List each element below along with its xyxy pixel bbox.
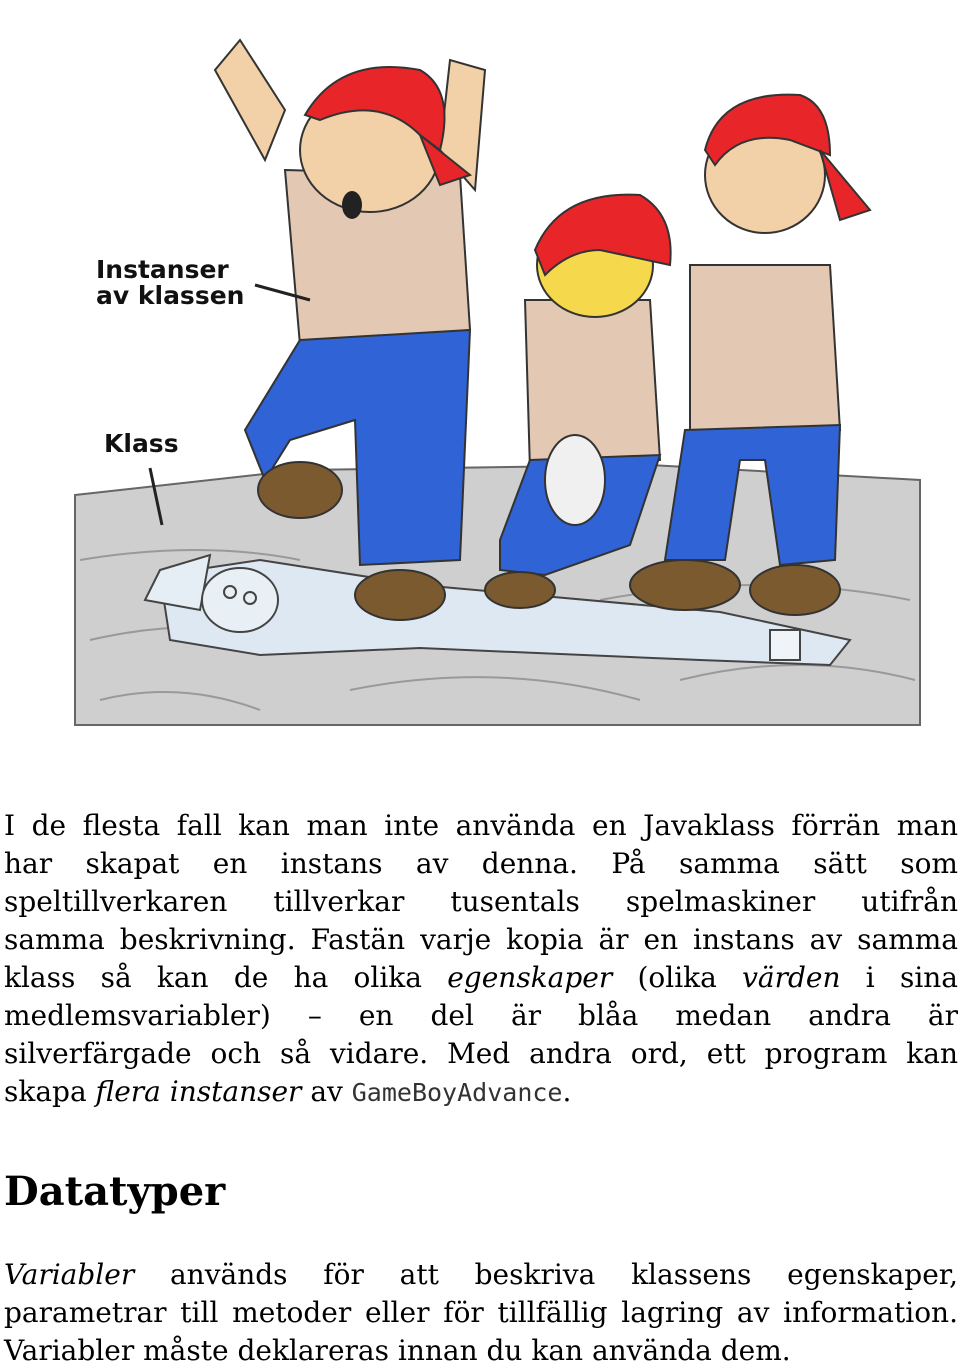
label-instances-line1: Instanser: [96, 255, 229, 284]
code-class-name: GameBoyAdvance: [351, 1078, 563, 1107]
paragraph-line: parametrar till metoder eller för tillfällig lagring av information.: [4, 1296, 958, 1329]
paragraph-line: samma beskrivning. Fastän varje kopia är en instans av samma: [4, 923, 958, 956]
paragraph-instances: [4, 807, 958, 1112]
text-run: (olika: [612, 961, 743, 994]
label-class: Klass: [104, 429, 179, 458]
paragraph-line: [4, 1073, 958, 1112]
paragraph-line: Variabler måste deklareras innan du kan använda dem.: [4, 1334, 791, 1367]
emphasis-flera-instanser: flera instanser: [95, 1075, 302, 1108]
section-heading: Datatyper: [4, 1168, 226, 1215]
text-run: används för att beskriva klassens egenskaper,: [134, 1258, 958, 1291]
emphasis-egenskaper: egenskaper: [447, 961, 613, 994]
text-run: i sina: [840, 961, 959, 994]
text-run: .: [562, 1075, 572, 1108]
text-run: skapa: [4, 1075, 96, 1108]
text-run: klass så kan de ha olika: [4, 961, 448, 994]
emphasis-varden: värden: [742, 961, 841, 994]
text-run: av: [301, 1075, 352, 1108]
paragraph-line: medlemsvariabler) – en del är blåa medan andra är: [4, 999, 958, 1032]
emphasis-variabler: Variabler: [4, 1258, 135, 1291]
paragraph-line: speltillverkaren tillverkar tusentals spelmaskiner utifrån: [4, 885, 958, 918]
paragraph-line: I de flesta fall kan man inte använda en Javaklass förrän man: [4, 809, 958, 842]
label-instances-line2: av klassen: [96, 281, 245, 310]
paragraph-line: [4, 959, 958, 997]
paragraph-line: har skapat en instans av denna. På samma sätt som: [4, 847, 958, 880]
paragraph-variables: [4, 1256, 958, 1370]
paragraph-line: silverfärgade och så vidare. Med andra ord, ett program kan: [4, 1037, 958, 1070]
paragraph-line: [4, 1256, 958, 1294]
